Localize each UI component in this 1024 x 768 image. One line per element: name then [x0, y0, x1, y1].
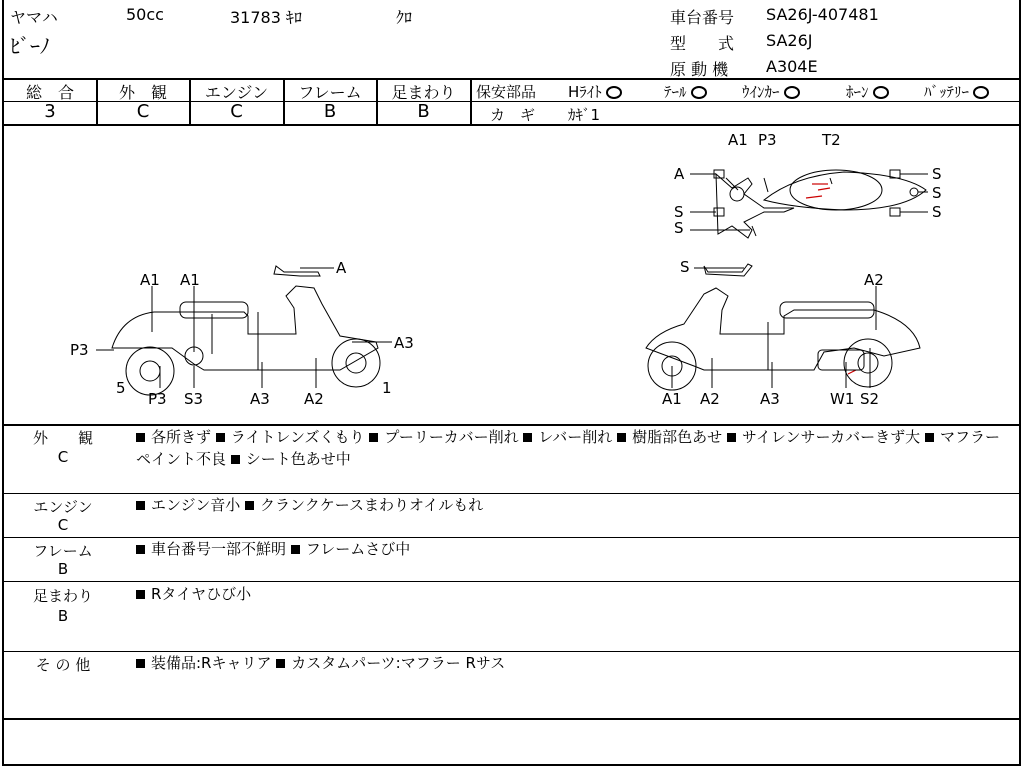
section-items-frame: 車台番号一部不鮮明 フレームさび中: [136, 538, 1009, 560]
diagram-label: A2: [304, 390, 324, 408]
section-items-suspension: Rタイヤひび小: [136, 583, 1009, 605]
bullet-icon: [925, 433, 934, 442]
grade-label-suspension: 足まわり: [391, 83, 456, 102]
mileage: 31783 ｷﾛ: [230, 8, 302, 27]
grade-label-engine: エンジン: [204, 83, 269, 102]
bullet-icon: [216, 433, 225, 442]
safety-horn: ﾎｰﾝ: [846, 81, 889, 102]
key-value: ｶｷﾞ1: [568, 106, 601, 124]
inspection-sheet: [2, 0, 1021, 766]
safety-label: 保安部品: [476, 83, 537, 101]
diagram-label: S: [674, 219, 684, 237]
grade-label-overall: 総 合: [25, 83, 74, 102]
ok-circle-icon: [973, 86, 989, 99]
section-items-engine: エンジン音小 クランクケースまわりオイルもれ: [136, 494, 1009, 516]
diagram-label: A1: [140, 271, 160, 289]
safety-battery: ﾊﾞｯﾃﾘｰ: [924, 81, 989, 102]
grade-label-frame: フレーム: [298, 83, 362, 102]
bullet-icon: [136, 433, 145, 442]
bullet-icon: [523, 433, 532, 442]
diagram-label: A3: [760, 390, 780, 408]
section-grade-suspension: B: [57, 607, 69, 625]
diagram-label: S: [680, 258, 690, 276]
engine-value: A304E: [766, 57, 818, 76]
section-label-engine: エンジン: [33, 498, 93, 516]
diagram-label: A: [674, 165, 685, 183]
type-label: 型 式: [670, 34, 735, 53]
diagram-label: T2: [822, 131, 841, 149]
key-label: カ ギ: [490, 106, 536, 124]
diagram-label: 1: [382, 379, 392, 397]
grade-exterior: C: [136, 101, 150, 122]
grade-overall: 3: [44, 101, 56, 122]
section-label-suspension: 足まわり: [32, 587, 93, 605]
section-label-exterior: 外 観: [32, 429, 93, 447]
diagram-label: 5: [116, 379, 126, 397]
diagram-label: A2: [700, 390, 720, 408]
bullet-icon: [245, 501, 254, 510]
diagram-label: S: [932, 184, 942, 202]
section-grade-engine: C: [57, 516, 69, 534]
safety-headlight: Hﾗｲﾄ: [568, 81, 622, 102]
ok-circle-icon: [873, 86, 889, 99]
diagram-label: P3: [148, 390, 167, 408]
frame-no: SA26J-407481: [766, 5, 879, 24]
scooter-top-view: [714, 170, 926, 238]
diagram-label: S: [674, 203, 684, 221]
ok-circle-icon: [784, 86, 800, 99]
section-grade-frame: B: [57, 560, 69, 578]
frame-no-label: 車台番号: [670, 8, 735, 27]
section-label-frame: フレーム: [33, 542, 93, 560]
diagram-label: P3: [758, 131, 777, 149]
diagram-label: A2: [864, 271, 884, 289]
bullet-icon: [276, 659, 285, 668]
diagram-label: W1: [830, 390, 855, 408]
diagram-label: S: [932, 165, 942, 183]
grade-suspension: B: [417, 101, 430, 122]
bullet-icon: [369, 433, 378, 442]
diagram-label: S2: [860, 390, 880, 408]
diagram-label: A3: [250, 390, 270, 408]
color: ｸﾛ: [396, 8, 413, 27]
bullet-icon: [617, 433, 626, 442]
diagram-label: A1: [662, 390, 682, 408]
safety-tail: ﾃｰﾙ: [664, 81, 707, 102]
bullet-icon: [136, 659, 145, 668]
section-label-other: そ の 他: [35, 656, 91, 674]
damage-marks: [806, 184, 856, 374]
section-grade-exterior: C: [57, 448, 69, 466]
grade-label-exterior: 外 観: [118, 83, 167, 102]
diagram-label: A1: [180, 271, 200, 289]
diagram-label: P3: [70, 341, 89, 359]
grade-engine: C: [230, 101, 243, 122]
bullet-icon: [136, 501, 145, 510]
maker: ヤマハ: [10, 8, 58, 27]
divider: [4, 581, 1019, 582]
ok-circle-icon: [691, 86, 707, 99]
bullet-icon: [291, 545, 300, 554]
section-items-other: 装備品:Rキャリア カスタムパーツ:マフラー Rサス: [136, 652, 1009, 674]
bullet-icon: [136, 545, 145, 554]
displacement: 50cc: [126, 5, 164, 24]
diagram-label: S: [932, 203, 942, 221]
grade-frame: B: [323, 101, 337, 122]
diagram-label: A: [336, 259, 347, 277]
bullet-icon: [231, 455, 240, 464]
divider: [4, 718, 1019, 720]
leader-lines: [96, 174, 928, 388]
type-value: SA26J: [766, 31, 813, 50]
diagram-label: A3: [394, 334, 414, 352]
diagram-label: S3: [184, 390, 204, 408]
section-items-exterior: 各所きず ライトレンズくもり プーリーカバー削れ レバー削れ 樹脂部色あせ サイレンサーカバーきず大 マフラーペイント不良 シート色あせ中: [136, 428, 1000, 468]
diagram-label: A1: [728, 131, 748, 149]
bullet-icon: [727, 433, 736, 442]
safety-winker: ｳｲﾝｶｰ: [742, 81, 800, 102]
bullet-icon: [136, 590, 145, 599]
model-name: ﾋﾞｰﾉ: [10, 34, 50, 58]
engine-label: 原 動 機: [670, 60, 729, 79]
ok-circle-icon: [606, 86, 622, 99]
